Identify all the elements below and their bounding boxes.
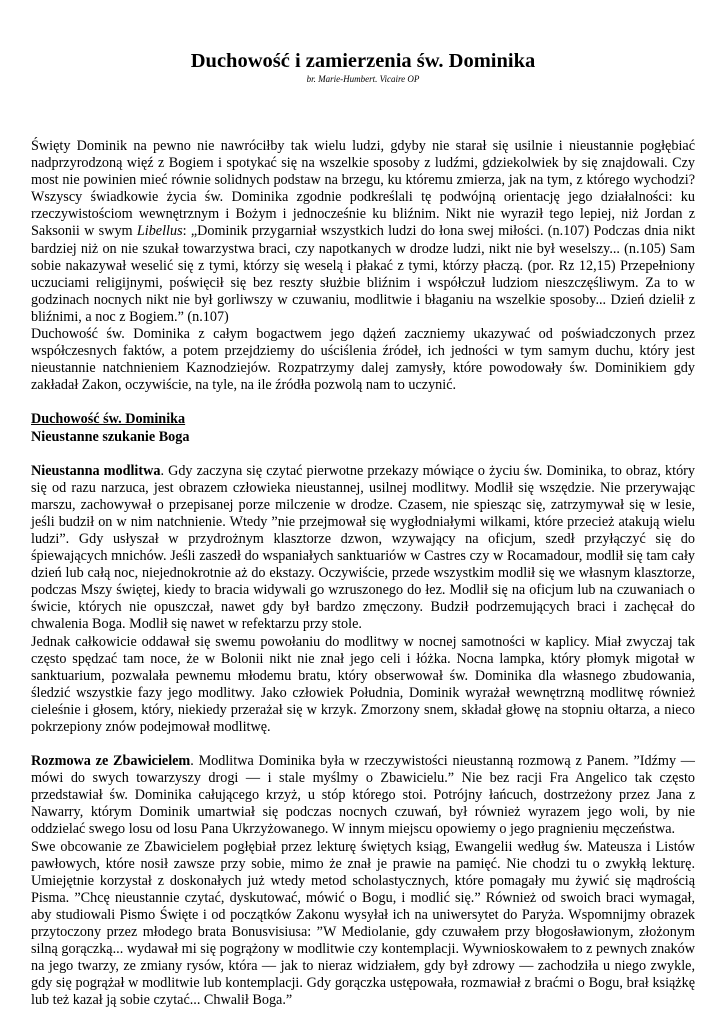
intro-paragraph-1 — [31, 138, 695, 326]
rozmowa-paragraph-2: Swe obcowanie ze Zbawicielem pogłębiał przez lekturę świętych ksiąg, Ewangelii według św. Mateusza i Listów pawłowych, które nosił zawsze przy sobie, mimo że znał je prawie na pamięć. Nie chodzi tu o zwykłą lekturę. Umiejętnie korzystał z doskonałych już wtedy metod scholastycznych, które pomagały mu żywić się mądrością Pisma. ”Chcę nieustannie czytać, dyskutować, mówić o Bogu, i modlić się.” Również od swoich braci wymagał, aby studiowali Pismo Święte i od początków Zakonu wysyłał ich na uniwersytet do Paryża. Wspomnijmy obrazek przytoczony przez młodego brata Bonusvisiusa: ”W Mediolanie, gdy czuwałem przy błogosławionym, złożonym silną gorączką... wydawał mi się pogrążony w modlitwie czy kontemplacji. Wywnioskowałem to z pewnych znaków na jego twarzy, ze zmiany rysów, która — jak to nieraz widziałem, gdy był zdrowy — zachodziła u niego zwykle, gdy się pogrążał w modlitwie lub kontemplacji. Gdy gorączka ustępowała, rozmawiał z braćmi o Bogu, brał książkę lub też kazał ją sobie czytać... Chwalił Boga.” — [31, 838, 695, 1009]
modlitwa-lead: Nieustanna modlitwa — [31, 462, 161, 479]
libellus-title: Libellus — [136, 223, 183, 240]
section-spacer — [31, 394, 695, 411]
rozmowa-paragraph-1 — [31, 753, 695, 838]
document-title: Duchowość i zamierzenia św. Dominika — [190, 50, 536, 72]
intro-text-1a: Święty Dominik na pewno nie nawróciłby tak wielu ludzi, gdyby nie starał się usilnie i nieustannie pogłębiać nadprzyrodzoną więź z Bogiem i spotykać się na wszelkie sposoby z ludźmi, gdziekolwiek by się znajdowali. Czy most nie powinien mieć równie solidnych podstaw na brzegu, ku któremu zmierza, jak na tym, z którego wychodzi? Wszyscy świadkowie życia św. Dominika zgodnie podkreślali tę podwójną orientację jego działalności: ku rzeczywistościom wewnętrznym i Bożym i jednocześnie ku bliźnim. Nikt nie wyraził tego lepiej, niż Jordan z Saksonii w swym — [31, 138, 695, 240]
section-heading: Duchowość św. Dominika — [31, 411, 186, 428]
title-gap — [31, 85, 695, 138]
rozmowa-lead: Rozmowa ze Zbawicielem — [31, 753, 191, 770]
intro-paragraph-2: Duchowość św. Dominika z całym bogactwem jego dążeń zaczniemy ukazywać od poświadczonych przez współczesnych faktów, a potem przejdziemy do uściślenia źródeł, ich jedności w tym samym duchu, który jest nieustannie natchnieniem Kaznodziejów. Rozpatrzymy dalej zamysły, które powodowały św. Dominikiem gdy zakładał Zakon, oczywiście, na tyle, na ile źródła pozwolą nam to uczynić. — [31, 326, 695, 394]
section-spacer — [31, 446, 695, 463]
modlitwa-text-1: . Gdy zaczyna się czytać pierwotne przekazy mówiące o życiu św. Dominika, to obraz, który się od razu narzuca, jest obrazem człowieka nieustannej, usilnej modlitwy. Modlił się wszędzie. Nie przerywając marszu, zachowywał o przepisanej porze milczenie w drodze. Czasem, nie spiesząc się, zatrzymywał się w lesie, jeśli budził on w nim natchnienie. Wtedy ”nie przejmował się wygłodniałymi wilkami, które przecież atakują wielu ludzi”. Gdy usłyszał w przydrożnym klasztorze dzwon, wzywający na oficjum, szedł przyłączyć się do śpiewających mnichów. Jeśli zaszedł do wspaniałych sanktuariów w Castres czy w Rocamadour, modlił się tam cały dzień lub całą noc, niejednokrotnie aż do ekstazy. Oczywiście, przede wszystkim modlił się we własnym klasztorze, podczas Mszy świętej, kiedy to bracia widywali go wzruszonego do łez. Modlił się na oficjum lub na czuwaniach o świcie, których nie opuszczał, nawet gdy był bardzo zmęczony. Budził podrzemujących braci i zachęcał do chwalenia Boga. Modlił się nawet w refektarzu przy stole. — [31, 462, 695, 633]
modlitwa-paragraph-2: Jednak całkowicie oddawał się swemu powołaniu do modlitwy w nocnej samotności w kaplicy. Miał zwyczaj tak często spędzać tam noce, że w Bolonii nikt nie znał jego celi i łóżka. Nocna lampka, który płomyk migotał w sanktuarium, pozwalała pewnemu młodemu bratu, który obserwował św. Dominika dla własnego zbudowania, śledzić wszystkie fazy jego modlitwy. Jako człowiek Południa, Dominik wyrażał wewnętrzną modlitwę również cieleśnie i głosem, który, niekiedy przerażał się w krzyk. Zmorzony snem, składał głowę na stopniu ołtarza, a nieco pokrzepiony znów podejmował modlitwę. — [31, 633, 695, 735]
section-spacer — [31, 736, 695, 753]
modlitwa-paragraph-1 — [31, 463, 695, 634]
section-subheading: Nieustanne szukanie Boga — [31, 428, 190, 445]
rozmowa-text-1: . Modlitwa Dominika była w rzeczywistości nieustanną rozmową z Panem. ”Idźmy — mówi do swych towarzyszy drogi — i stale myślmy o Zbawicielu.” Nie bez racji Fra Angelico tak często przedstawiał św. Dominika całującego krzyż, u stóp którego stoi. Potrójny łańcuch, dostrzeżony przez Jana z Nawarry, którym Dominik umartwiał się podczas nocnych czuwań, był również wyrazem jego woli, by nie oddzielać swego losu od losu Pana Ukrzyżowanego. W innym miejscu opowiemy o jego pragnieniu męczeństwa. — [31, 753, 695, 838]
intro-text-1b: : „Dominik przygarniał wszystkich ludzi do łona swej miłości. (n.107) Podczas dnia nikt bardziej niż on nie szukał towarzystwa braci, czy napotkanych w drodze ludzi, nikt nie był weselszy... (n.105) Sam sobie nakazywał weselić się z tymi, którzy się weselą i płakać z tymi, którzy płaczą. (por. Rz 12,15) Przepełniony uczuciami religijnymi, poświęcił się bez reszty służbie bliźnim i współczuł ludziom nieszczęśliwym. Za to w godzinach nocnych nikt nie był gorliwszy w czuwaniu, modlitwie i błaganiu na wszelkie sposoby... Dzień dzielił z bliźnimi, a noc z Bogiem.” (n.107) — [31, 223, 696, 325]
author-line: br. Marie-Humbert. Vicaire OP — [306, 74, 420, 84]
